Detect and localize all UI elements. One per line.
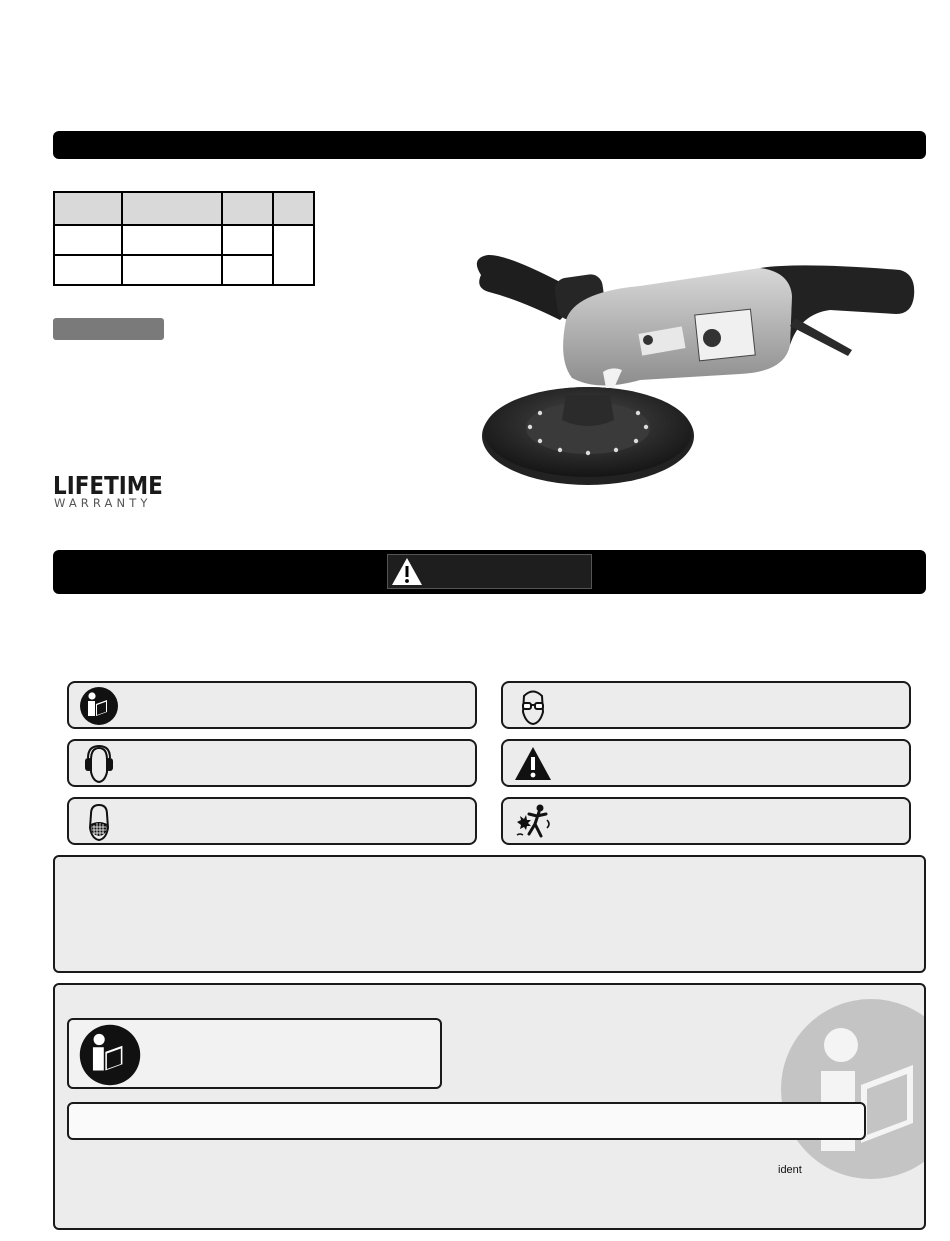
safety-box-warning (501, 739, 911, 787)
read-manual-box (67, 1018, 442, 1089)
warning-triangle-icon (390, 556, 424, 587)
title-bar (53, 131, 926, 159)
table-merged-cell (273, 225, 314, 285)
safety-box-respirator (67, 797, 477, 845)
table-header-row (54, 192, 314, 225)
spec-table (53, 191, 315, 286)
table-cell (54, 225, 122, 255)
header-cell (273, 192, 314, 225)
read-manual-icon (79, 1024, 141, 1086)
header-cell (54, 192, 122, 225)
table-cell (222, 255, 273, 285)
notice-panel (53, 855, 926, 973)
model-badge (53, 318, 164, 340)
table-row (54, 225, 314, 255)
read-manual-icon (79, 686, 119, 726)
safety-box-hearing-protection (67, 739, 477, 787)
safety-box-explosion-hazard (501, 797, 911, 845)
read-manual-watermark-icon (781, 999, 926, 1179)
table-cell (54, 255, 122, 285)
warning-triangle-icon (513, 744, 553, 784)
header-cell (222, 192, 273, 225)
manual-banner (67, 1102, 866, 1140)
warning-label (387, 554, 592, 589)
warranty-logo-subtitle: WARRANTY (54, 496, 152, 510)
safety-box-read-manual (67, 681, 477, 729)
table-cell (122, 255, 222, 285)
respirator-icon (79, 802, 119, 842)
table-cell (122, 225, 222, 255)
table-cell (222, 225, 273, 255)
warranty-logo-title: LIFETIME (53, 471, 163, 500)
explosion-hazard-icon (513, 802, 553, 842)
text-fragment: ident (778, 1164, 802, 1176)
eye-protection-icon (513, 686, 553, 726)
product-image (455, 235, 925, 495)
hearing-protection-icon (79, 744, 119, 784)
safety-box-eye-protection (501, 681, 911, 729)
header-cell (122, 192, 222, 225)
